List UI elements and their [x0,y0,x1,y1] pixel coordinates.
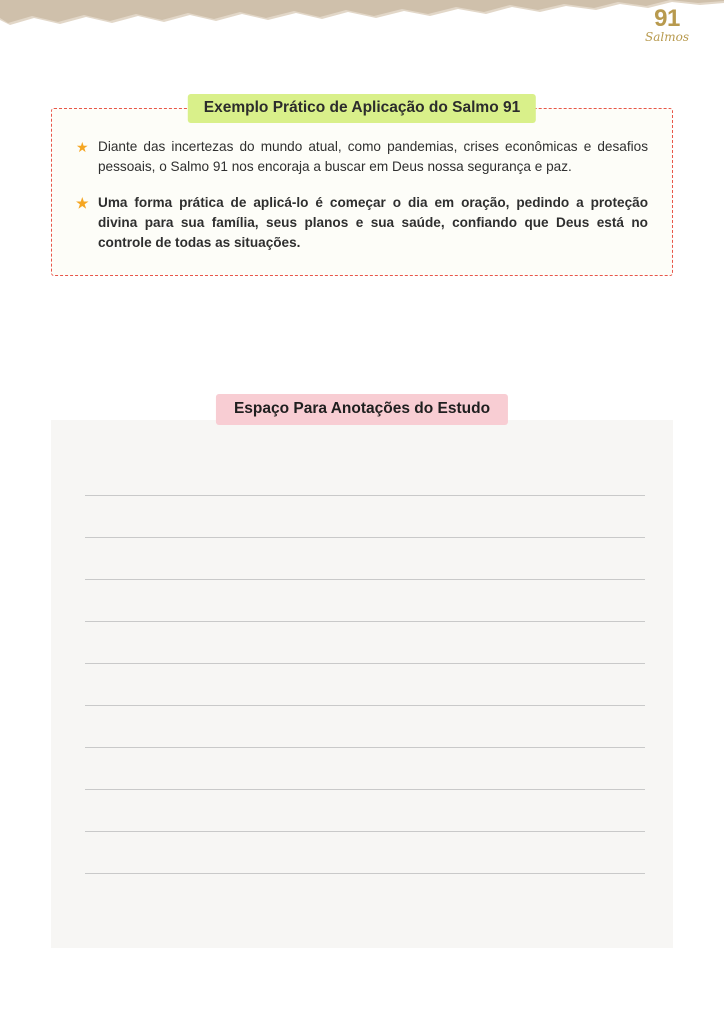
example-paragraph-text: Diante das incertezas do mundo atual, como pandemias, crises econômicas e desafios pessoais, o Salmo 91 nos encoraja a buscar em Deus nossa segurança e paz. [98,139,648,174]
note-line [85,579,645,580]
example-paragraph [76,193,648,253]
torn-paper-decoration [0,0,724,34]
example-paragraph [76,137,648,177]
practical-example-section [51,99,673,276]
note-line [85,621,645,622]
study-notes-lines [85,495,645,874]
psalm-word: Salmos [645,30,689,44]
note-line [85,747,645,748]
example-paragraph-text: Uma forma prática de aplicá-lo é começar o dia em oração, pedindo a proteção divina para sua família, seus planos e sua saúde, confiando que Deus está no controle de todas as situações. [98,195,648,250]
psalm-number: 91 [654,5,680,32]
note-line [85,495,645,496]
star-icon: ★ [76,195,89,211]
note-line [85,831,645,832]
star-icon: ★ [76,139,89,155]
study-notes-panel[interactable] [51,420,673,948]
practical-example-box [51,99,673,276]
note-line [85,705,645,706]
note-line [85,873,645,874]
practical-example-title: Exemplo Prático de Aplicação do Salmo 91 [188,94,536,123]
psalm-number-logo [632,5,702,54]
note-line [85,663,645,664]
note-line [85,537,645,538]
study-notes-title: Espaço Para Anotações do Estudo [216,394,508,425]
note-line [85,789,645,790]
